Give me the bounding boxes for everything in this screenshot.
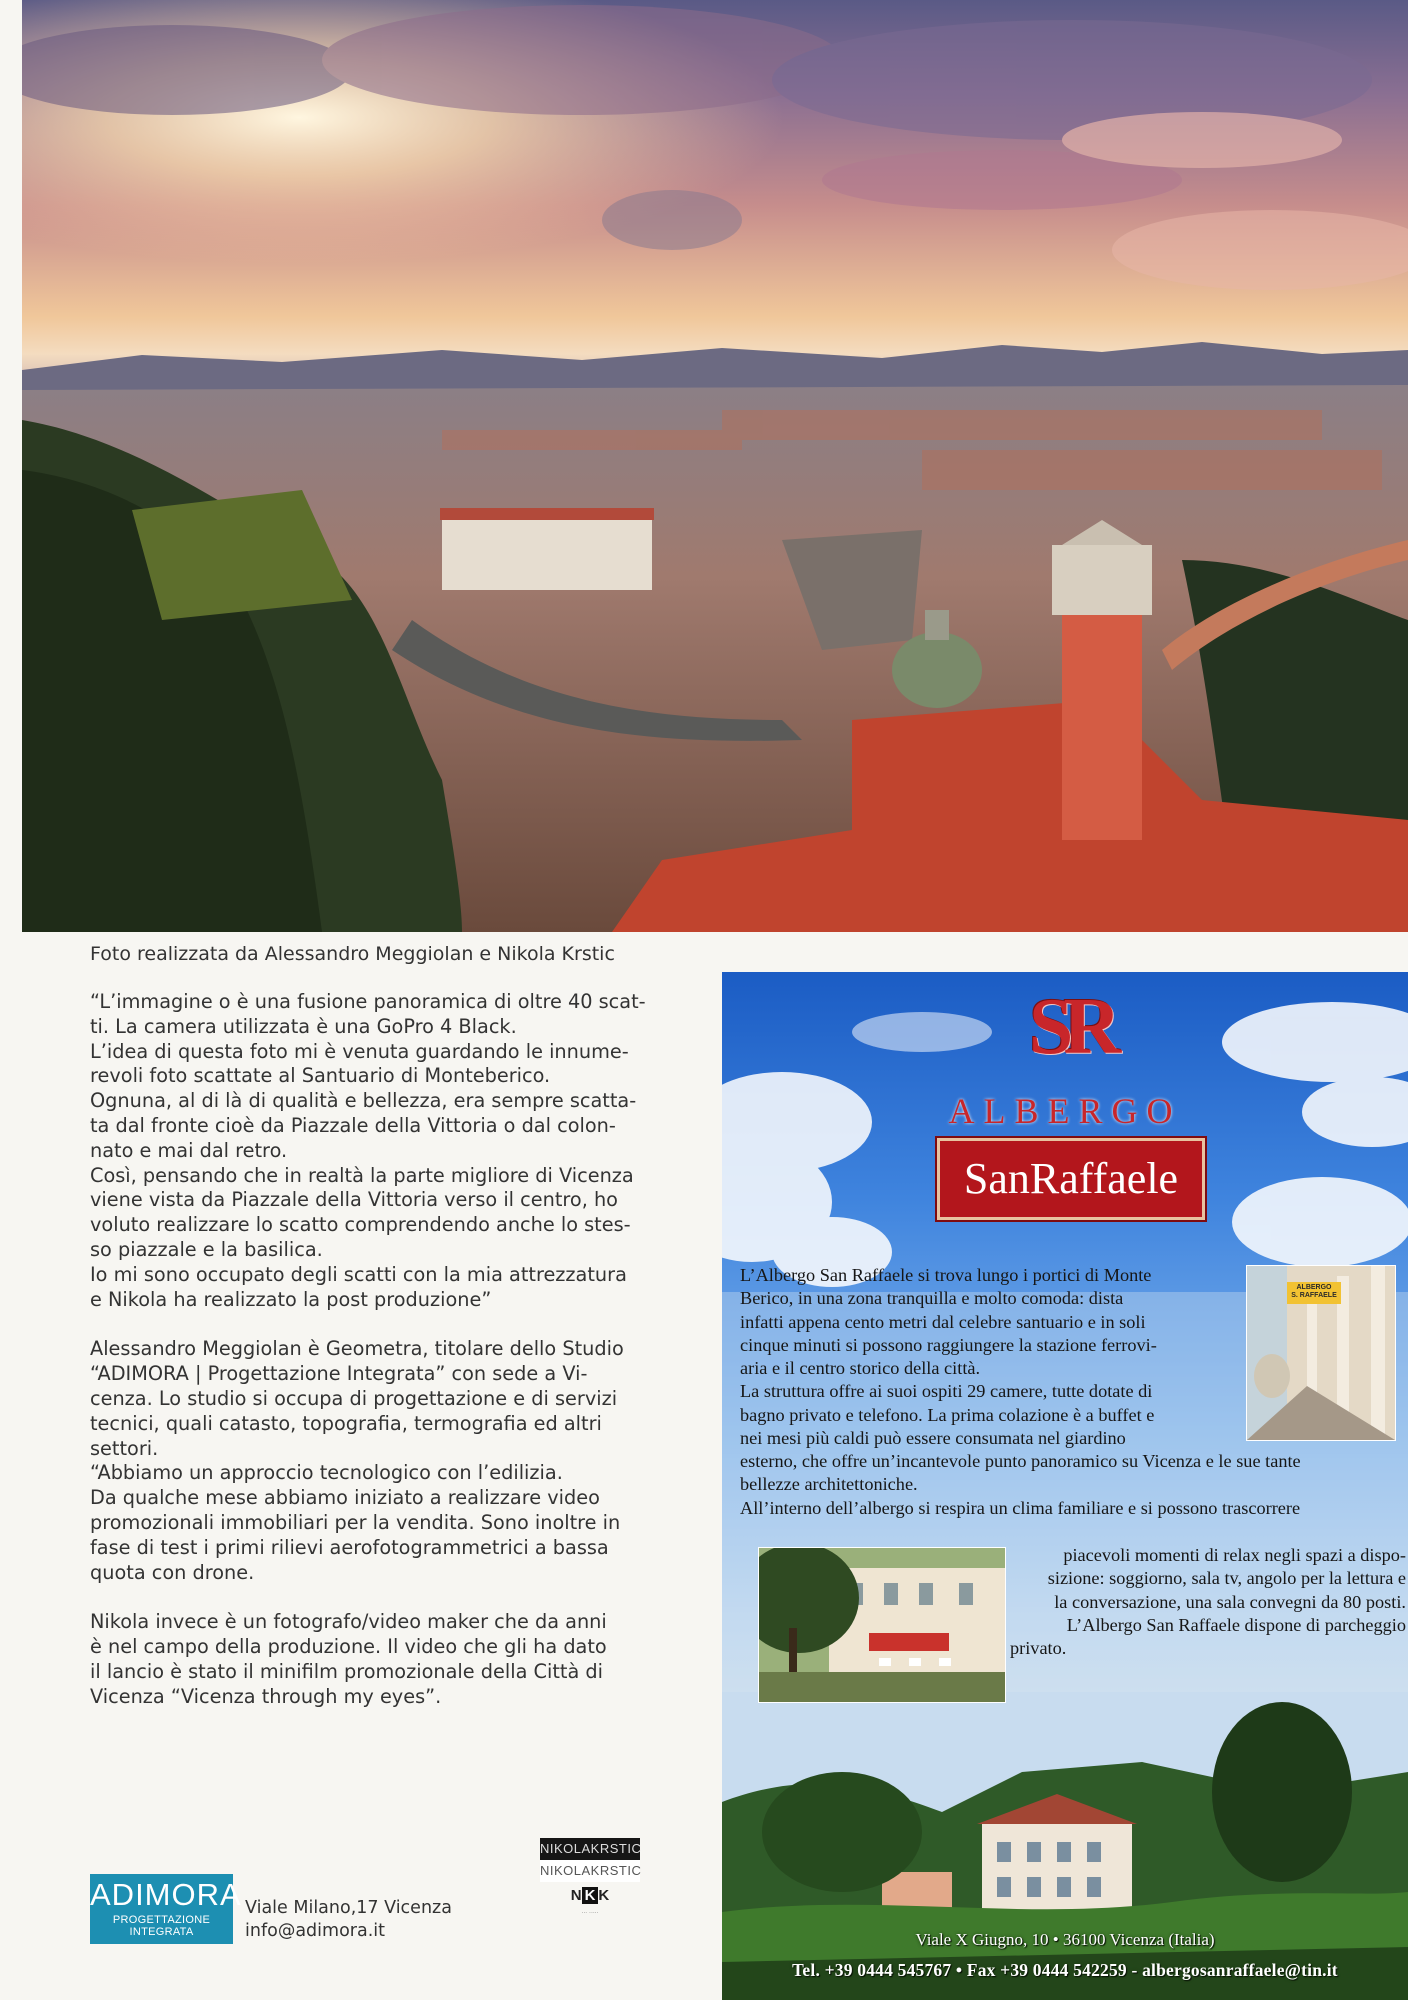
krstic-logo-line-dark: NIKOLAKRSTIC [540,1838,640,1860]
text-line: Così, pensando che in realtà la parte migliore di Vicenza [90,1163,634,1187]
ad-text-line: All’interno dell’albergo si respira un clima familiare e si possono trascorrere [740,1497,1301,1518]
article-paragraph-2 [90,1337,682,1585]
adimora-contact [245,1897,452,1943]
ad-text-line: piacevoli momenti di relax negli spazi a dispo- [1063,1545,1406,1565]
ad-text-line: sizione: soggiorno, sala tv, angolo per la lettura e [1047,1568,1406,1589]
san-raffaele-title: SanRaffaele [937,1138,1205,1220]
krstic-logo-line-light: NIKOLAKRSTIC [540,1860,640,1882]
ad-text-line: esterno, che offre un’incantevole punto panoramico su Vicenza e le sue tante [740,1451,1301,1471]
ad-text-block-2 [740,1450,1301,1520]
ad-text-line: L’Albergo San Raffaele dispone di parcheggio [1066,1614,1406,1635]
text-line: ta dal fronte cioè da Piazzale della Vittoria o dal colon- [90,1113,616,1137]
text-line: fase di test i primi rilievi aerofotogrammetrici a bassa [90,1535,609,1559]
text-line: tecnici, quali catasto, topografia, termografia ed altri [90,1411,602,1435]
albergo-title: ALBERGO [948,1091,1182,1131]
article-text [90,990,682,1735]
text-line: voluto realizzare lo scatto comprendendo anche lo stes- [90,1213,631,1237]
ad-text-line: L’Albergo San Raffaele si trova lungo i portici di Monte [740,1265,1152,1285]
text-line: settori. [90,1436,159,1460]
ad-text-block-1 [740,1264,1157,1450]
hotel-address: Viale X Giugno, 10 • 36100 Vicenza (Italia) [915,1930,1215,1949]
krstic-monogram-k1: K [582,1887,599,1904]
text-line: viene vista da Piazzale della Vittoria verso il centro, ho [90,1188,618,1212]
ad-text-line: cinque minuti si possono raggiungere la stazione ferrovi- [740,1334,1157,1355]
krstic-monogram [540,1887,640,1904]
krstic-fine-print: ··· ····· [581,1910,599,1917]
hotel-advertisement [722,972,1408,2000]
text-line: Vicenza “Vicenza through my eyes”. [90,1684,442,1708]
text-line: ti. La camera utilizzata è una GoPro 4 Black. [90,1014,517,1038]
text-line: Alessandro Meggiolan è Geometra, titolare dello Studio [90,1337,624,1361]
ad-text-line: bagno privato e telefono. La prima colazione è a buffet e [740,1404,1155,1425]
text-line: quota con drone. [90,1560,255,1584]
hotel-direction-sign: ALBERGO S. RAFFAELE [1291,1284,1337,1299]
ad-text-block-3 [966,1544,1406,1660]
ad-text-line: nei mesi più caldi può essere consumata nel giardino [740,1428,1126,1449]
text-line: Io mi sono occupato degli scatti con la mia attrezzatura [90,1262,627,1286]
text-line: “Abbiamo un approccio tecnologico con l’edilizia. [90,1461,563,1485]
text-line: Da qualche mese abbiamo iniziato a realizzare video [90,1486,600,1510]
ad-text-line: privato. [1010,1638,1067,1659]
text-line: “ADIMORA | Progettazione Integrata” con sede a Vi- [90,1362,588,1386]
hotel-contacts: Tel. +39 0444 545767 • Fax +39 0444 542259 - albergosanraffaele@tin.it [792,1960,1338,1980]
adimora-email: info@adimora.it [245,1921,385,1941]
krstic-monogram-k2: K [598,1887,610,1904]
text-line: è nel campo della produzione. Il video che gli ha dato [90,1635,607,1659]
hero-panorama-photo [22,0,1408,932]
text-line: “L’immagine o è una fusione panoramica di oltre 40 scat- [90,990,646,1013]
ad-text-line: Berico, in una zona tranquilla e molto comoda: dista [740,1288,1124,1309]
nikola-krstic-logo [540,1838,640,1934]
adimora-logo-subtitle: PROGETTAZIONE INTEGRATA [112,1914,211,1938]
sr-monogram-logo: SR [1028,983,1112,1071]
text-line: Ognuna, al di là di qualità e bellezza, era sempre scatta- [90,1089,637,1113]
portico-photo [1246,1265,1396,1441]
krstic-monogram-n: N [570,1887,582,1904]
photo-caption: Foto realizzata da Alessandro Meggiolan e Nikola Krstic [90,943,615,965]
article-paragraph-3 [90,1610,682,1709]
text-line: Nikola invece è un fotografo/video maker che da anni [90,1610,607,1634]
ad-text-line: aria e il centro storico della città. [740,1358,981,1379]
text-line: nato e mai dal retro. [90,1138,288,1162]
text-line: cenza. Lo studio si occupa di progettazione e di servizi [90,1386,618,1410]
text-line: L’idea di questa foto mi è venuta guardando le innume- [90,1039,629,1063]
text-line: revoli foto scattate al Santuario di Monteberico. [90,1064,551,1088]
panorama-illustration [22,0,1408,932]
ad-text-line: la conversazione, una sala convegni da 80 posti. [1054,1591,1406,1612]
text-line: promozionali immobiliari per la vendita. Sono inoltre in [90,1510,621,1534]
ad-text-line: infatti appena cento metri dal celebre santuario e in soli [740,1311,1146,1332]
ad-text-line: bellezze architettoniche. [740,1474,918,1495]
adimora-logo-name: ADIMORA [90,1877,242,1912]
text-line: e Nikola ha realizzato la post produzione” [90,1287,492,1311]
text-line: il lancio è stato il minifilm promozionale della Città di [90,1659,604,1683]
text-line: so piazzale e la basilica. [90,1237,323,1261]
ad-text-line: La struttura offre ai suoi ospiti 29 camere, tutte dotate di [740,1381,1153,1402]
adimora-address: Viale Milano,17 Vicenza [245,1898,452,1918]
adimora-logo [90,1874,242,1944]
article-paragraph-1 [90,990,682,1312]
